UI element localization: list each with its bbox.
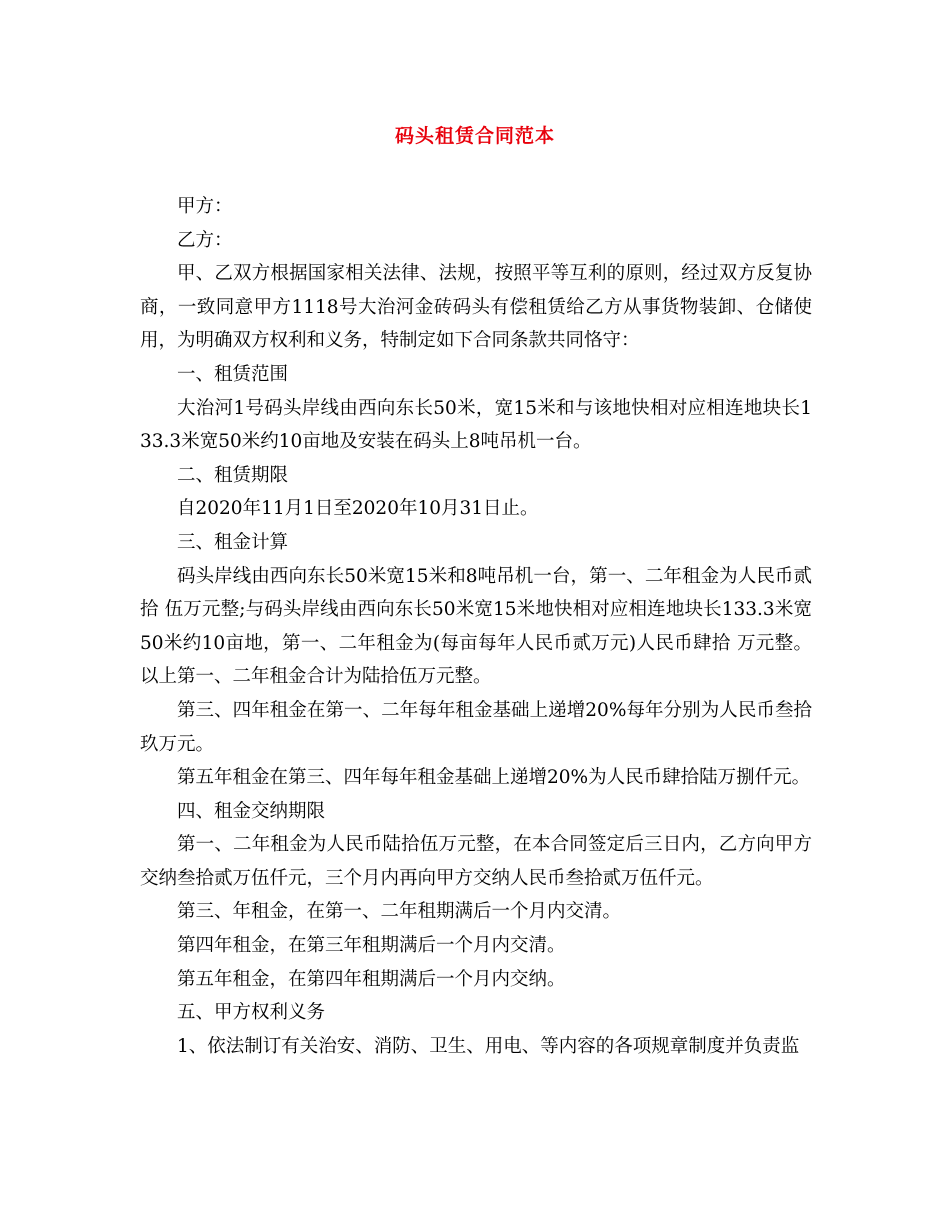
document-body bbox=[140, 190, 812, 1063]
document-title: 码头租赁合同范本 bbox=[394, 125, 555, 147]
paragraph: 甲、乙双方根据国家相关法律、法规，按照平等互利的原则，经过双方反复协商，一致同意甲方1118号大治河金砖码头有偿租赁给乙方从事货物装卸、仓储使用，为明确双方权利和义务，特制定如下合同条款共同恪守： bbox=[140, 263, 812, 352]
paragraph: 乙方： bbox=[177, 229, 233, 251]
section-heading: 二、租赁期限 bbox=[177, 464, 289, 486]
paragraph: 码头岸线由西向东长50米宽15米和8吨吊机一台，第一、二年租金为人民币贰拾 伍万元整;与码头岸线由西向东长50米宽15米地快相对应相连地块长133.3米宽50米约10亩地，第一、二年租金为(每亩每年人民币贰万元)人民币肆拾 万元整。以上第一、二年租金合计为陆拾伍万元整。 bbox=[140, 565, 812, 688]
paragraph: 第五年租金，在第四年租期满后一个月内交纳。 bbox=[177, 968, 566, 990]
paragraph: 第四年租金，在第三年租期满后一个月内交清。 bbox=[177, 935, 566, 957]
section-heading: 五、甲方权利义务 bbox=[177, 1002, 326, 1024]
section-heading: 一、租赁范围 bbox=[177, 363, 289, 385]
paragraph: 第三、年租金，在第一、二年租期满后一个月内交清。 bbox=[177, 901, 622, 923]
section-heading: 四、租金交纳期限 bbox=[177, 800, 326, 822]
paragraph: 甲方： bbox=[177, 196, 233, 217]
paragraph: 1、依法制订有关治安、消防、卫生、用电、等内容的各项规章制度并负责监 bbox=[177, 1035, 800, 1057]
paragraph: 第一、二年租金为人民币陆拾伍万元整，在本合同签定后三日内，乙方向甲方交纳叁拾贰万伍仟元，三个月内再向甲方交纳人民币叁拾贰万伍仟元。 bbox=[140, 834, 812, 889]
paragraph: 大治河1号码头岸线由西向东长50米，宽15米和与该地快相对应相连地块长133.3米宽50米约10亩地及安装在码头上8吨吊机一台。 bbox=[140, 397, 812, 453]
paragraph: 第五年租金在第三、四年每年租金基础上递增20%为人民币肆拾陆万捌仟元。 bbox=[177, 767, 811, 789]
section-heading: 三、租金计算 bbox=[177, 531, 289, 553]
paragraph: 第三、四年租金在第一、二年每年租金基础上递增20%每年分别为人民币叁拾玖万元。 bbox=[140, 699, 812, 755]
paragraph: 自2020年11月1日至2020年10月31日止。 bbox=[177, 498, 539, 520]
